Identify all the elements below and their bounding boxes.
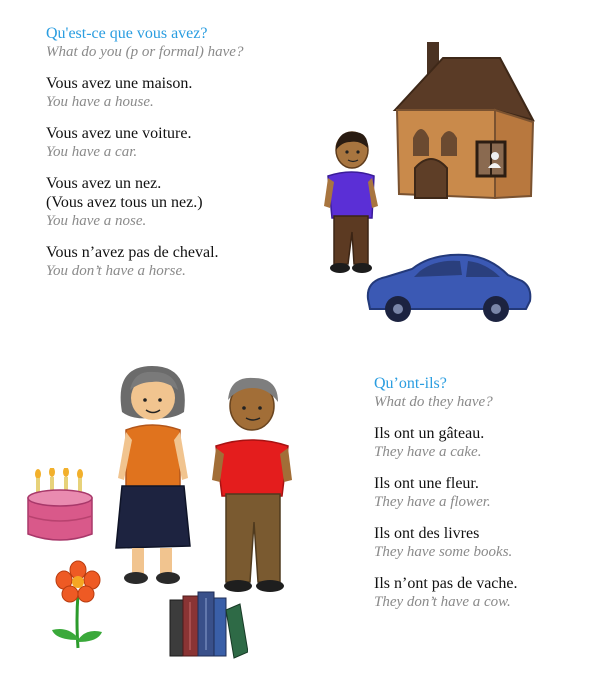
section1-question: Qu'est-ce que vous avez? <box>46 25 208 42</box>
man-drawing <box>208 372 294 598</box>
section1-item <box>46 243 243 281</box>
flower-drawing <box>50 560 106 652</box>
french-sentence: Vous avez une voiture. <box>46 125 192 142</box>
cake-drawing <box>24 468 96 544</box>
books-drawing <box>168 590 248 660</box>
english-translation: You don’t have a horse. <box>46 263 186 279</box>
french-sentence: Vous avez un nez. <box>46 175 162 192</box>
english-translation: They don’t have a cow. <box>374 594 511 610</box>
section2-question: Qu’ont-ils? <box>374 375 447 392</box>
english-translation: You have a nose. <box>46 213 147 229</box>
car-drawing <box>362 247 534 325</box>
english-translation: They have a cake. <box>374 444 482 460</box>
section1-item <box>46 174 243 231</box>
section2-question-translation: What do they have? <box>374 394 493 410</box>
section2-item <box>374 474 518 512</box>
french-sentence: Vous avez une maison. <box>46 75 193 92</box>
section1-item <box>46 124 243 162</box>
section2-item <box>374 424 518 462</box>
french-sentence: Ils n’ont pas de vache. <box>374 575 518 592</box>
woman-drawing <box>112 362 194 588</box>
english-translation: You have a car. <box>46 144 138 160</box>
section1-question-translation: What do you (p or formal) have? <box>46 44 244 60</box>
english-translation: You have a house. <box>46 94 154 110</box>
section2-text <box>374 374 518 612</box>
section2-item <box>374 524 518 562</box>
french-sentence-note: (Vous avez tous un nez.) <box>46 194 203 211</box>
french-sentence: Ils ont des livres <box>374 525 480 542</box>
section2-item <box>374 574 518 612</box>
english-translation: They have a flower. <box>374 494 491 510</box>
english-translation: They have some books. <box>374 544 513 560</box>
french-sentence: Ils ont un gâteau. <box>374 425 485 442</box>
french-sentence: Ils ont une fleur. <box>374 475 479 492</box>
house-drawing <box>385 38 535 203</box>
section1-text <box>46 24 243 281</box>
section1-item <box>46 74 243 112</box>
french-sentence: Vous n’avez pas de cheval. <box>46 244 219 261</box>
